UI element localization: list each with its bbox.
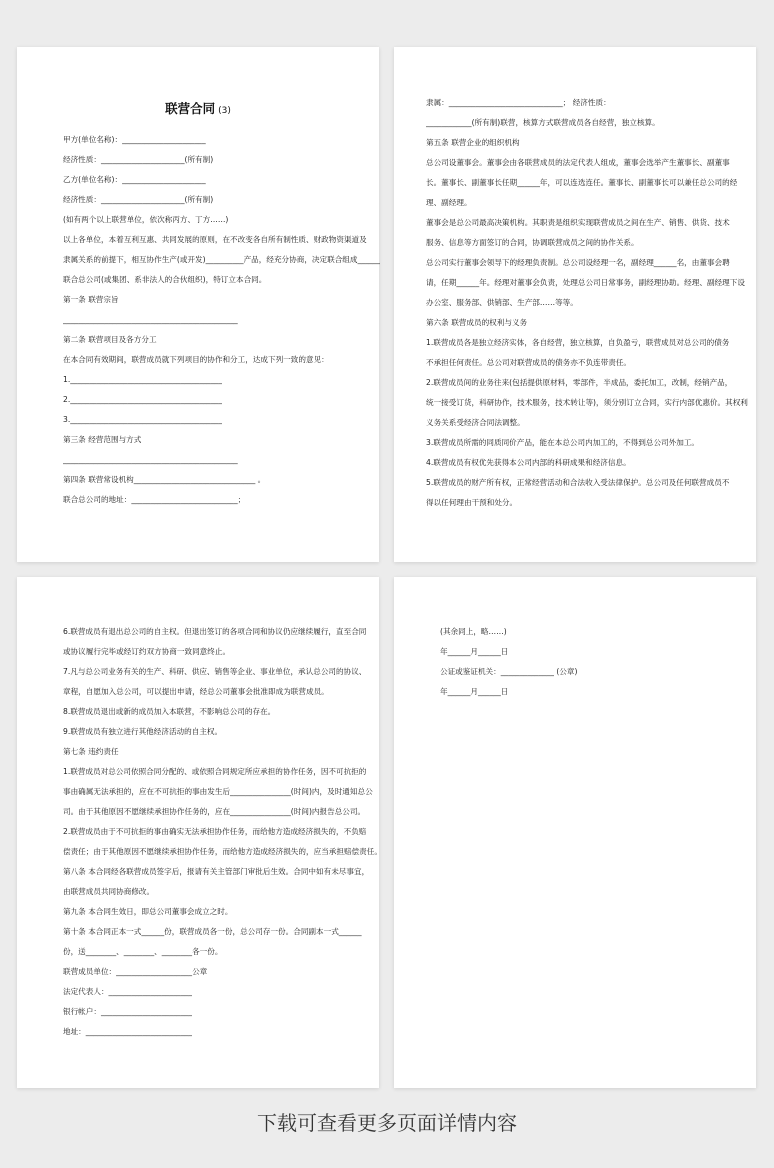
text-line: 以上各单位，本着互利互惠、共同发展的原则，在不改变各自所有制性质、财政物资渠道及 xyxy=(63,235,367,244)
text-line: 3.________________________________________ xyxy=(63,415,223,424)
document-page-3 xyxy=(17,577,382,1088)
text-line: 1.联营成员对总公司依照合同分配的、或依照合同规定所应承担的协作任务，因不可抗拒的 xyxy=(63,767,367,776)
text-line: 办公室、服务部、供销部、生产部……等等。 xyxy=(426,298,578,307)
text-line: 联合总公司(或集团、系非法人的合伙组织)，特订立本合同。 xyxy=(63,275,267,284)
text-line: 总公司实行董事会领导下的经理负责制。总公司设经理一名，副经理______名，由董事会聘 xyxy=(426,258,730,267)
text-line: 在本合同有效期间，联营成员就下列项目的协作和分工，达成下列一致的意见： xyxy=(63,355,329,364)
text-line: 或协议履行完毕或经订约双方协商一致同意终止。 xyxy=(63,647,231,656)
text-line: 甲方(单位名称)：______________________ xyxy=(63,135,206,144)
text-line: 章程，自愿加入总公司，可以提出申请，经总公司董事会批准即成为联营成员。 xyxy=(63,687,329,696)
text-line: 得以任何理由干预和处分。 xyxy=(426,498,518,507)
signature-field: 联营成员单位：____________________公章 xyxy=(63,967,208,976)
text-line: 乙方(单位名称)：______________________ xyxy=(63,175,206,184)
text-line: 请，任期______年。经理对董事会负责，处理总公司日常事务，副经理协助。经理、副经理下设 xyxy=(426,278,745,287)
text-line: ____________(所有制)联营，核算方式联营成员各自经营，独立核算。 xyxy=(426,118,660,127)
text-line: 不承担任何责任。总公司对联营成员的债务亦不负连带责任。 xyxy=(426,358,632,367)
text-line: 6.联营成员有退出总公司的自主权。但退出签订的各项合同和协议仍应继续履行，直至合同 xyxy=(63,627,367,636)
section-heading: 第四条 联营常设机构________________________________ 。 xyxy=(63,475,266,484)
document-page-4 xyxy=(394,577,756,1088)
text-line: 义务关系受经济合同法调整。 xyxy=(426,418,525,427)
blank-line: ______________________________________________ xyxy=(63,315,238,324)
text-line: 经济性质：______________________(所有制) xyxy=(63,195,214,204)
text-line: 长。董事长、副董事长任期______年，可以连选连任。董事长、副董事长可以兼任总公司的经 xyxy=(426,178,738,187)
blank-line: ______________________________________________ xyxy=(63,455,238,464)
contract-title: 联营合同 (3) xyxy=(165,101,231,116)
text-line: 1.________________________________________ xyxy=(63,375,223,384)
text-line: 7.凡与总公司业务有关的生产、科研、供应、销售等企业、事业单位，承认总公司的协议、 xyxy=(63,667,367,676)
section-heading: 第七条 违约责任 xyxy=(63,747,119,756)
download-more-caption: 下载可查看更多页面详情内容 xyxy=(257,1111,517,1135)
text-line: 2.联营成员间的业务往来(包括提供原材料，零部件，半成品，委托加工，改制，经销产品， xyxy=(426,378,733,387)
date-line: 年______月______日 xyxy=(440,687,509,696)
section-heading: 第三条 经营范围与方式 xyxy=(63,435,142,444)
text-line: 隶属：______________________________； 经济性质： xyxy=(426,98,611,107)
text-line: (如有两个以上联营单位，依次称丙方、丁方……) xyxy=(63,215,229,224)
text-line: 第八条 本合同经各联营成员签字后，报请有关主管部门审批后生效。合同中如有未尽事宜， xyxy=(63,867,370,876)
text-line: 偿责任；由于其他原因不愿继续承担协作任务，而给他方造成经济损失的，应当承担赔偿责任。 xyxy=(63,847,382,856)
text-line: 经济性质：______________________(所有制) xyxy=(63,155,214,164)
section-heading: 第二条 联营项目及各方分工 xyxy=(63,335,157,344)
text-line: 3.联营成员所需的同质同价产品，能在本总公司内加工的，不得到总公司外加工。 xyxy=(426,438,700,447)
text-line: 1.联营成员各是独立经济实体，各自经营，独立核算，自负盈亏，联营成员对总公司的债务 xyxy=(426,338,730,347)
text-line: 4.联营成员有权优先获得本公司内部的科研成果和经济信息。 xyxy=(426,458,631,467)
text-line: 第九条 本合同生效日，即总公司董事会成立之时。 xyxy=(63,907,233,916)
document-page-2 xyxy=(394,47,756,562)
text-line: 司。由于其他原因不愿继续承担协作任务的，应在________________(时间)内报告总公司。 xyxy=(63,807,366,816)
text-line: 第十条 本合同正本一式______份，联营成员各一份，总公司存一份。合同副本一式______ xyxy=(63,927,362,936)
text-line: 联合总公司的地址：____________________________； xyxy=(63,495,246,504)
section-heading: 第一条 联营宗旨 xyxy=(63,295,119,304)
document-page-1 xyxy=(17,47,379,562)
section-heading: 第六条 联营成员的权利与义务 xyxy=(426,318,528,327)
text-line: 8.联营成员退出或新的成员加入本联营，不影响总公司的存在。 xyxy=(63,707,276,716)
signature-field: 银行帐户：________________________ xyxy=(63,1007,193,1016)
section-heading: 第五条 联营企业的组织机构 xyxy=(426,138,520,147)
text-line: 董事会是总公司最高决策机构。其职责是组织实现联营成员之间在生产、销售、供货、技术 xyxy=(426,218,730,227)
text-line: 服务、信息等方面签订的合同，协调联营成员之间的协作关系。 xyxy=(426,238,639,247)
text-line: 总公司设董事会。董事会由各联营成员的法定代表人组成，董事会选举产生董事长、副董事 xyxy=(426,158,730,167)
text-line: 公证或鉴证机关：______________ (公章) xyxy=(440,667,578,676)
signature-field: 地址：____________________________ xyxy=(63,1027,193,1036)
signature-field: 法定代表人：______________________ xyxy=(63,987,193,996)
text-line: 份，送________、________、________各一份。 xyxy=(63,947,223,956)
text-line: 理、副经理。 xyxy=(426,198,472,207)
text-line: 事由确属无法承担的，应在不可抗拒的事由发生后________________(时间)内，及时通知总公 xyxy=(63,787,373,796)
text-line: 9.联营成员有独立进行其他经济活动的自主权。 xyxy=(63,727,223,736)
text-line: 5.联营成员的财产所有权，正常经营活动和合法收入受法律保护。总公司及任何联营成员不 xyxy=(426,478,730,487)
text-line: 2.________________________________________ xyxy=(63,395,223,404)
text-line: 2.联营成员由于不可抗拒的事由确实无法承担协作任务，而给他方造成经济损失的，不负赔 xyxy=(63,827,367,836)
text-line: (其余同上，略……) xyxy=(440,627,507,636)
text-line: 统一接受订货，科研协作，技术服务，技术转让等)，须分别订立合同，实行内部优惠价。其权利 xyxy=(426,398,748,407)
date-line: 年______月______日 xyxy=(440,647,509,656)
text-line: 隶属关系的前提下，相互协作生产(或开发)__________产品，经充分协商，决定联合组成______ xyxy=(63,255,381,264)
text-line: 由联营成员共同协商修改。 xyxy=(63,887,155,896)
